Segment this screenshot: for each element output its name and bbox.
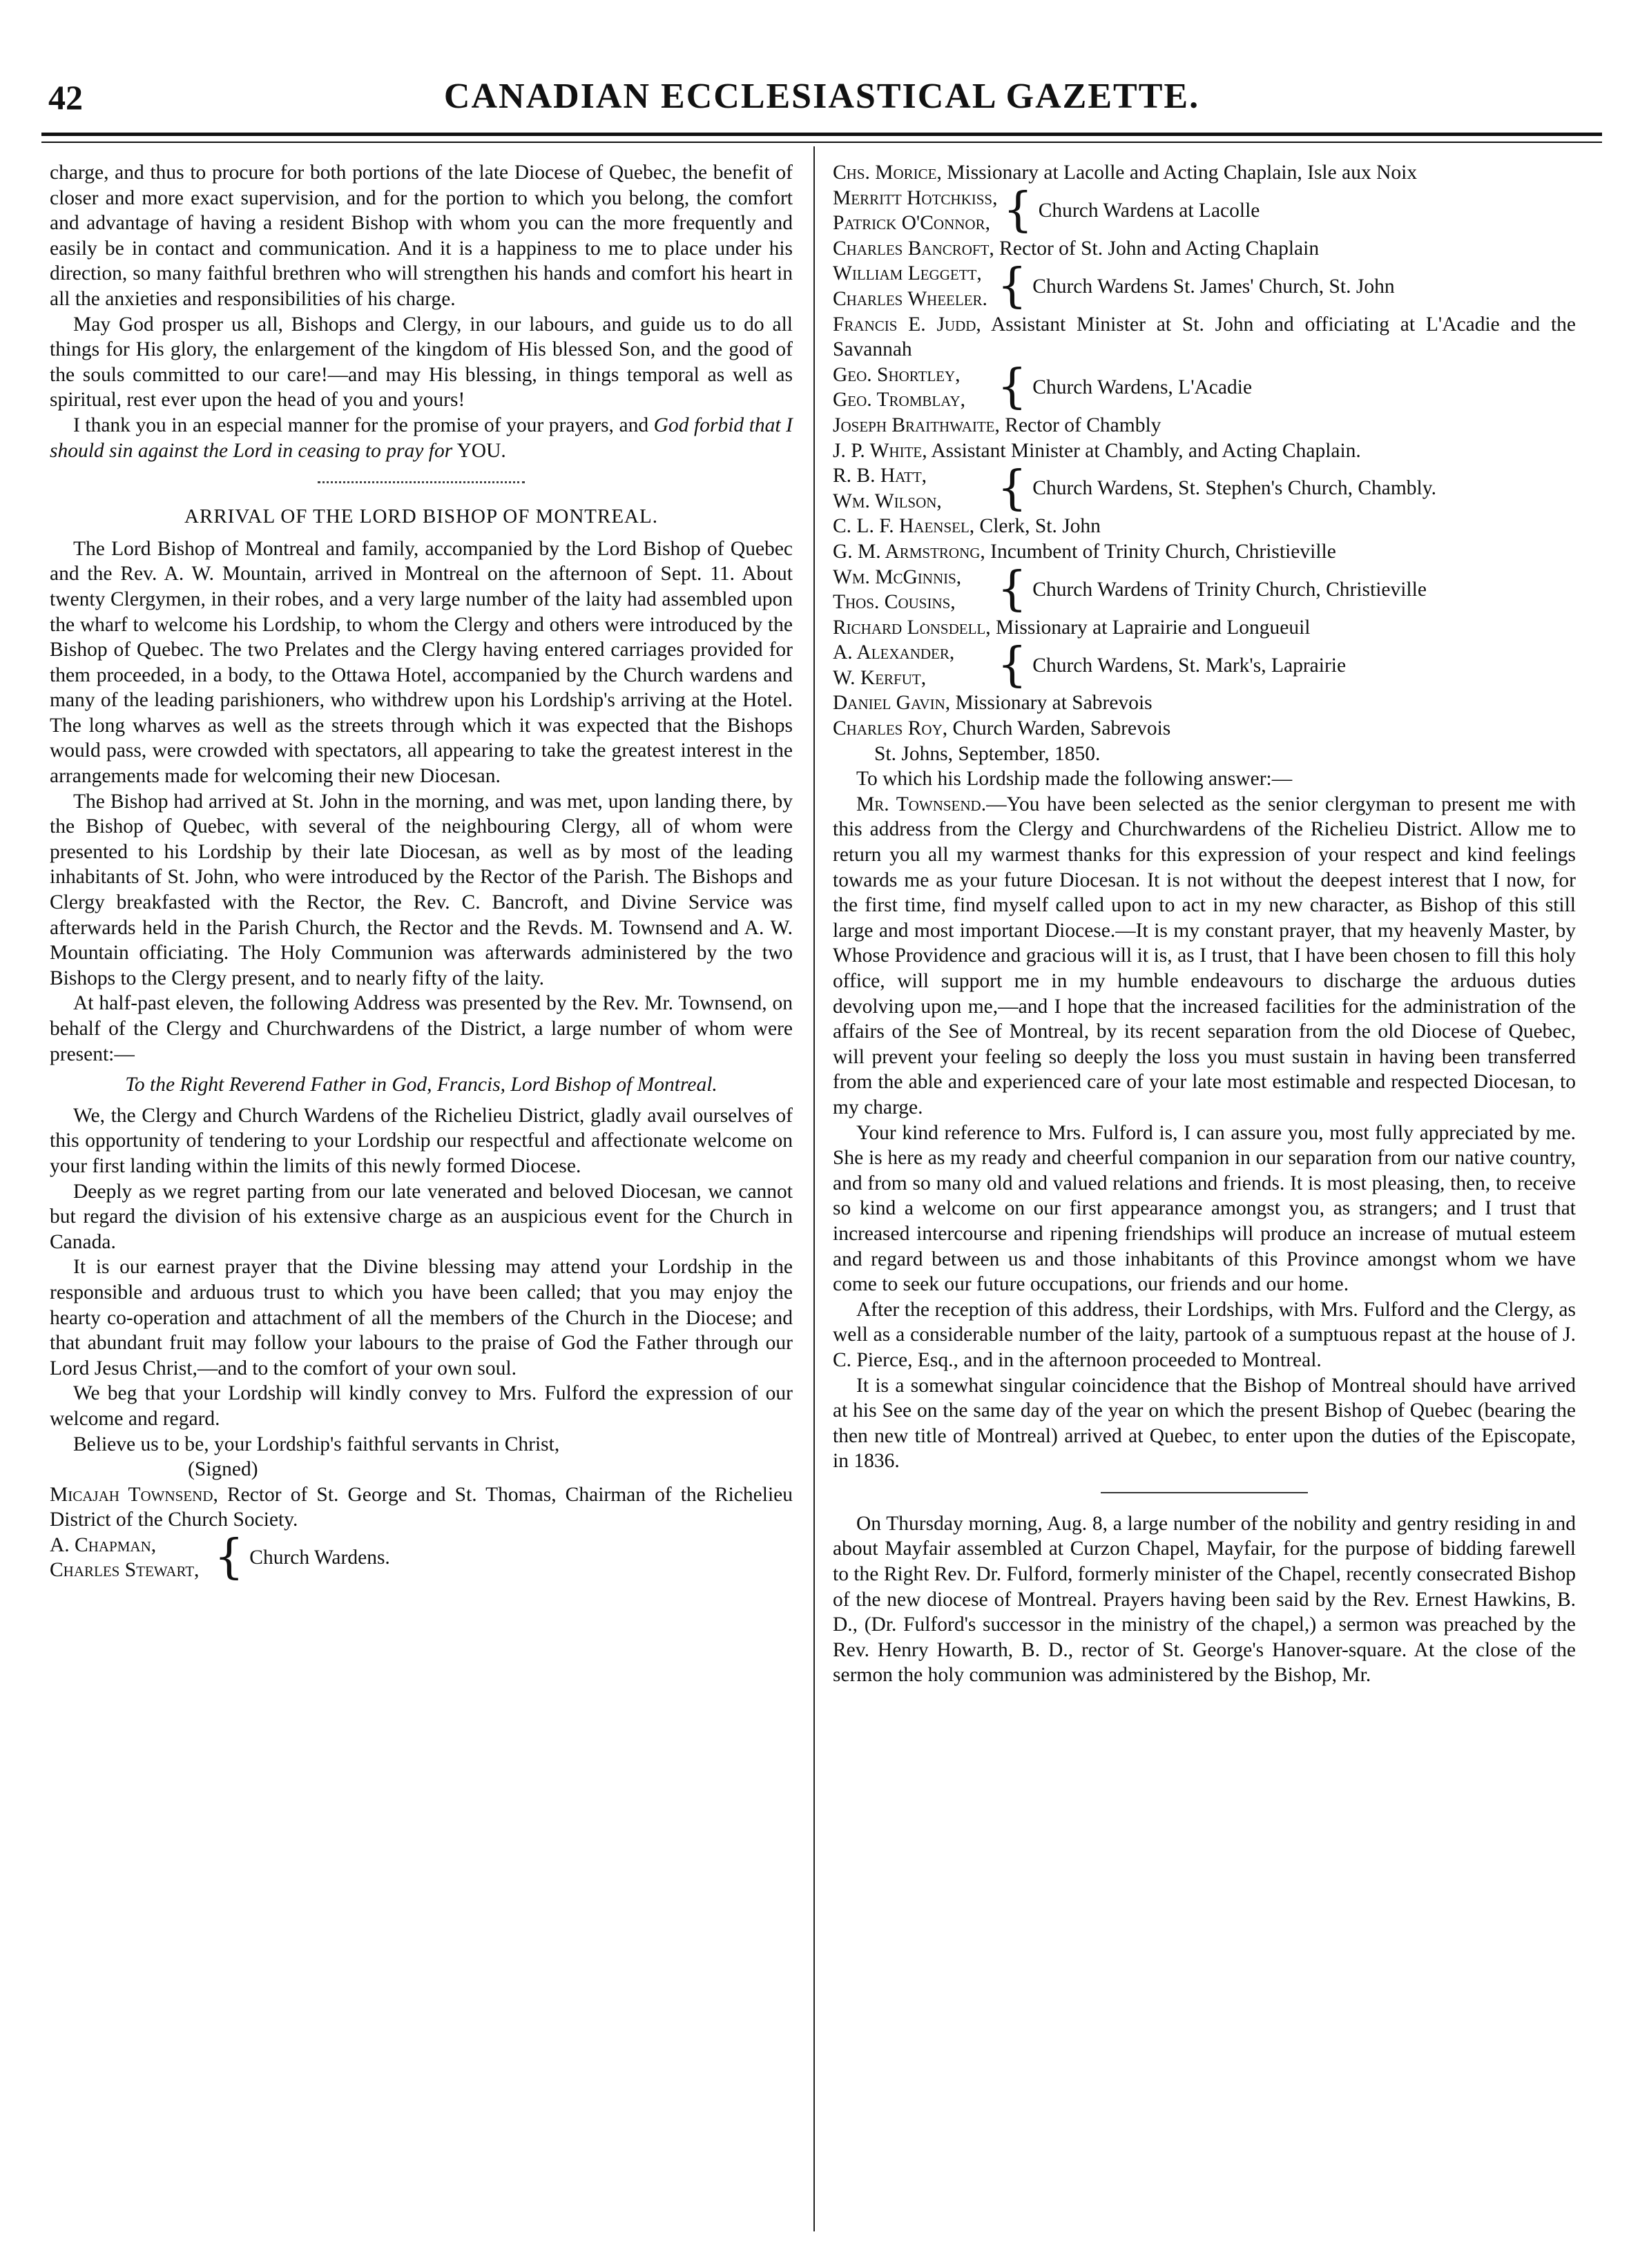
signatory-name: Patrick O'Connor, bbox=[833, 212, 990, 235]
arrival-paragraph-2: The Bishop had arrived at St. John in the morning, and was met, upon landing there, by the Bishop of Quebec, with several of the neighbouring Clergy, all of whom were presented to his Lordship by their late Diocesan, as well as by most of the leading inhabitants of St. John, who were introduced by the Rector of the Parish. The Bishops and Clergy breakfasted with the Rector, the Rev. C. Bancroft, and Divine Service was afterwards held in the Parish Church, the Rector and the Revds. M. Townsend and A. W. Mountain officiating. The Holy Communion was afterwards administered by the two Bishops to the Clergy present, and to nearly fifty of the laity. bbox=[50, 790, 793, 989]
signatory-name: Charles Roy, bbox=[833, 717, 948, 740]
answer-paragraph-1 bbox=[833, 792, 1576, 1121]
signatory-entry bbox=[833, 690, 1576, 716]
thanks-italic: God forbid that I should sin against the Lord in ceasing to pray for bbox=[50, 414, 793, 462]
wardens-role: Church Wardens. bbox=[249, 1547, 390, 1569]
signatory-brace-group bbox=[833, 637, 1576, 692]
right-column bbox=[833, 160, 1576, 1688]
signatory-name: W. Kerfut, bbox=[833, 666, 927, 689]
answer-addressee: Mr. Townsend. bbox=[856, 793, 987, 815]
signatory-role: Church Wardens at Lacolle bbox=[1038, 199, 1260, 222]
signatory-role: Church Wardens of Trinity Church, Christieville bbox=[1032, 578, 1427, 601]
signatory-brace-group bbox=[833, 463, 1576, 514]
warden-name: A. Chapman, bbox=[50, 1533, 157, 1556]
brace-glyph: { bbox=[997, 461, 1028, 516]
warden-name: Charles Stewart, bbox=[50, 1559, 200, 1582]
wardens-names bbox=[50, 1533, 209, 1583]
signatory-entry bbox=[833, 539, 1576, 565]
signatory-names bbox=[833, 362, 992, 413]
page-number: 42 bbox=[48, 78, 83, 117]
signatory-name: Charles Wheeler. bbox=[833, 287, 987, 310]
address-closing: Believe us to be, your Lordship's faithful servants in Christ, bbox=[73, 1433, 560, 1455]
brace-glyph: { bbox=[997, 360, 1028, 415]
signatory-name: G. M. Armstrong, bbox=[833, 540, 985, 563]
signatory-entry bbox=[833, 236, 1576, 262]
signatory-role: Assistant Minister at St. John and officiating at L'Acadie and the Savannah bbox=[833, 313, 1576, 361]
header-rule-thin bbox=[41, 142, 1602, 143]
signatory-name: Chs. Morice, bbox=[833, 162, 942, 184]
signatory-name: Thos. Cousins, bbox=[833, 591, 956, 614]
signatory-names bbox=[833, 640, 992, 690]
signatory-name: Micajah Townsend, bbox=[50, 1483, 218, 1506]
signatory-list bbox=[833, 160, 1576, 742]
signatory-entry bbox=[833, 438, 1576, 464]
signatory-entry bbox=[833, 413, 1576, 438]
page-header bbox=[41, 50, 1602, 126]
intro-paragraph: charge, and thus to procure for both portions of the late Diocese of Quebec, the benefit of closer and more exact supervision, and for the portion to which you belong, the comfort and advantage of having a resident Bishop with whom you can the more frequently and easily be in contact and communication. And it is a happiness to me to place under his direction, so many faithful brethren who will strengthen his hands and comfort his heart in all the anxieties and responsibilities of his charge. bbox=[50, 162, 793, 310]
arrival-paragraph-1: The Lord Bishop of Montreal and family, accompanied by the Lord Bishop of Quebec and the Rev. A. W. Mountain, arrived in Montreal on the afternoon of Sept. 11. About twenty Clergymen, in their robes, and a very large number of the laity had assembled upon the wharf to welcome his Lordship, to whom the Clergy and others were introduced by the Bishop of Quebec. The two Prelates and the Clergy having entered carriages provided for them proceeded, in a body, to the Ottawa Hotel, accompanied by the Church wardens and many of the leading parishioners, who withdrew upon his Lordship's arriving at the Hotel. The long wharves as well as the streets through which it was expected that the Bishops would pass, were crowded with spectators, all appearing to take the greatest interest in the arrangements made for welcoming their new Diocesan. bbox=[50, 537, 793, 788]
running-title: CANADIAN ECCLESIASTICAL GAZETTE. bbox=[443, 77, 1200, 116]
left-column bbox=[50, 160, 793, 1583]
signatory-role: Rector of St. George and St. Thomas, Chairman of the Richelieu District of the Church Society. bbox=[50, 1483, 793, 1531]
signatory-name: Daniel Gavin, bbox=[833, 692, 951, 715]
arrival-paragraph-3: At half-past eleven, the following Address was presented by the Rev. Mr. Townsend, on behalf of the Clergy and Churchwardens of the District, a large number of whom were present:— bbox=[50, 992, 793, 1065]
answer-intro: To which his Lordship made the following answer:— bbox=[856, 768, 1293, 791]
signatory-names bbox=[833, 186, 997, 236]
section-separator bbox=[1101, 1492, 1308, 1493]
thanks-paragraph bbox=[50, 413, 793, 463]
answer-paragraph-2: Your kind reference to Mrs. Fulford is, I can assure you, most fully appreciated by me. She is here as my ready and cheerful companion in our separation from our native country, and from so many old and valued relations and friends. It is most pleasing, then, to receive so kind a welcome on our first appearance amongst you, as strangers; and I trust that increased intercourse and ripening friendships will produce an increase of mutual esteem and regard between us and those inhabitants of this Province amongst whom we have come to seek our future occupations, our friends and our home. bbox=[833, 1121, 1576, 1296]
signatory-name: J. P. White, bbox=[833, 439, 927, 462]
signatory-role: Church Wardens, L'Acadie bbox=[1032, 376, 1253, 399]
signatory-names bbox=[833, 261, 992, 311]
brace-glyph: { bbox=[1003, 183, 1033, 238]
signatory-role: Church Wardens, St. Mark's, Laprairie bbox=[1032, 654, 1347, 677]
signatory-entry bbox=[833, 716, 1576, 742]
signed-label: (Signed) bbox=[188, 1458, 258, 1481]
signatory-role: Church Wardens St. James' Church, St. John bbox=[1032, 275, 1395, 298]
header-rule-thick bbox=[41, 133, 1602, 136]
signatory-role: Incumbent of Trinity Church, Christieville bbox=[985, 540, 1336, 563]
signatory-names bbox=[833, 565, 992, 615]
signatory-brace-group bbox=[833, 183, 1576, 238]
brace-glyph: { bbox=[214, 1530, 244, 1585]
signatory-name: Geo. Shortley, bbox=[833, 363, 961, 386]
section-separator bbox=[318, 481, 525, 483]
signatory-name: Joseph Braithwaite, bbox=[833, 414, 1000, 436]
arrival-heading: ARRIVAL OF THE LORD BISHOP OF MONTREAL. bbox=[184, 505, 658, 528]
signatory-name: R. B. Hatt, bbox=[833, 465, 927, 487]
answer-text-1: —You have been selected as the senior clergyman to present me with this address from the Clergy and Churchwardens of the Richelieu District. Allow me to return you all my warmest thanks for this expression of your respect and kind feelings towards me as your future Diocesan. It is not without the deepest interest that I now, for the first time, find myself called upon to act in my new character, as Bishop of this still large and most important Diocese.—It is my constant prayer, that my heavenly Master, by Whose Providence and gracious will it is, as I trust, that I have been chosen to fill this holy office, will support me in my humble endeavours to discharge the arduous duties devolving upon me,—and I hope that the increased facilities for the administration of the affairs of the See of Montreal, by its recent separation from the old Diocese of Quebec, will prevent your feeling so deeply the loss you must sustain in having been transferred from the able and experienced care of your late most estimable and respected Diocesan, to my charge. bbox=[833, 793, 1576, 1118]
address-paragraph-4: We beg that your Lordship will kindly convey to Mrs. Fulford the expression of our welcome and regard. bbox=[50, 1382, 793, 1430]
wardens-brace bbox=[50, 1530, 793, 1585]
address-paragraph-1: We, the Clergy and Church Wardens of the Richelieu District, gladly avail ourselves of this opportunity of tendering to your Lordship our respectful and affectionate welcome on your first landing within the limits of this newly formed Diocese. bbox=[50, 1104, 793, 1177]
signatory-name: Geo. Tromblay, bbox=[833, 389, 965, 411]
brace-glyph: { bbox=[997, 562, 1028, 617]
signatory-brace-group bbox=[833, 562, 1576, 617]
farewell-paragraph: On Thursday morning, Aug. 8, a large number of the nobility and gentry residing in and about Mayfair assembled at Curzon Chapel, Mayfair, for the purpose of bidding farewell to the Right Rev. Dr. Fulford, formerly minister of the Chapel, recently consecrated Bishop of the new diocese of Montreal. Prayers having been said by the Rev. Ernest Hawkins, B. D., (Dr. Fulford's successor in the ministry of the chapel,) a sermon was preached by the Rev. Henry Howarth, B. D., rector of St. George's Hanover-square. At the close of the sermon the holy communion was administered by the Bishop, Mr. bbox=[833, 1512, 1576, 1687]
brace-glyph: { bbox=[997, 258, 1028, 313]
signatory-role: Missionary at Lacolle and Acting Chaplain, Isle aux Noix bbox=[941, 162, 1418, 184]
signatory-role: Rector of Chambly bbox=[999, 414, 1161, 436]
column-divider bbox=[813, 146, 815, 2231]
reception-paragraph: After the reception of this address, their Lordships, with Mrs. Fulford and the Clergy, as well as a considerable number of the laity, partook of a sumptuous repast at the house of J. C. Pierce, Esq., and in the afternoon proceeded to Montreal. bbox=[833, 1298, 1576, 1371]
prayer-paragraph: May God prosper us all, Bishops and Clergy, in our labours, and guide us to do all things for His glory, the enlargement of the kingdom of His blessed Son, and the good of the souls committed to our care!—and may His blessing, in things temporal as well as spiritual, rest ever upon the head of you and yours! bbox=[50, 313, 793, 411]
signatory-name: Wm. Wilson, bbox=[833, 490, 942, 512]
signatory-role: Church Warden, Sabrevois bbox=[947, 717, 1171, 740]
signatory-role: Missionary at Laprairie and Longueuil bbox=[990, 616, 1311, 639]
address-paragraph-2: Deeply as we regret parting from our late venerated and beloved Diocesan, we cannot but regard the division of his extensive charge as an auspicious event for the Church in Canada. bbox=[50, 1180, 793, 1253]
address-salutation: To the Right Reverend Father in God, Francis, Lord Bishop of Montreal. bbox=[125, 1074, 717, 1096]
signatory-name: A. Alexander, bbox=[833, 641, 955, 664]
thanks-text: I thank you in an especial manner for the promise of your prayers, and bbox=[73, 414, 654, 436]
address-paragraph-3: It is our earnest prayer that the Divine blessing may attend your Lordship in the responsible and arduous trust to which you have been called; that you may enjoy the hearty co-operation and attachment of all the members of the Church in the Diocese; and that abundant fruit may follow your labours to the praise of God the Father through our Lord Jesus Christ,—and to the comfort of your own soul. bbox=[50, 1256, 793, 1379]
signatory-role: Assistant Minister at Chambly, and Acting Chaplain. bbox=[927, 439, 1361, 462]
signatory-brace-group bbox=[833, 362, 1576, 413]
signatory-role: Rector of St. John and Acting Chaplain bbox=[994, 237, 1320, 260]
signatory-entry bbox=[833, 615, 1576, 641]
signatory-names bbox=[833, 463, 992, 514]
signatory-name: Charles Bancroft, bbox=[833, 237, 994, 260]
coincidence-paragraph: It is a somewhat singular coincidence that the Bishop of Montreal should have arrived at his See on the same day of the year on which the present Bishop of Quebec (bearing the then new title of Montreal) arrived at Quebec, to enter upon the duties of the Episcopate, in 1836. bbox=[833, 1374, 1576, 1473]
signatory-name: Francis E. Judd, bbox=[833, 313, 981, 336]
signatory-name: Wm. McGinnis, bbox=[833, 565, 962, 588]
signatory-role: Clerk, St. John bbox=[974, 515, 1101, 538]
date-line: St. Johns, September, 1850. bbox=[874, 742, 1101, 765]
signatory-name: Merritt Hotchkiss, bbox=[833, 186, 998, 209]
signatory-name: William Leggett, bbox=[833, 262, 982, 285]
signatory-brace-group bbox=[833, 258, 1576, 313]
signatory-role: Church Wardens, St. Stephen's Church, Chambly. bbox=[1032, 477, 1436, 500]
signatory-name: Richard Lonsdell, bbox=[833, 616, 991, 639]
signatory-entry bbox=[833, 312, 1576, 362]
signatory bbox=[50, 1482, 793, 1533]
signatory-name: C. L. F. Haensel, bbox=[833, 515, 975, 538]
signatory-role: Missionary at Sabrevois bbox=[950, 692, 1153, 715]
signatory-entry bbox=[833, 514, 1576, 539]
thanks-end: YOU. bbox=[452, 439, 506, 462]
brace-glyph: { bbox=[997, 637, 1028, 692]
signatory-entry bbox=[833, 160, 1576, 186]
